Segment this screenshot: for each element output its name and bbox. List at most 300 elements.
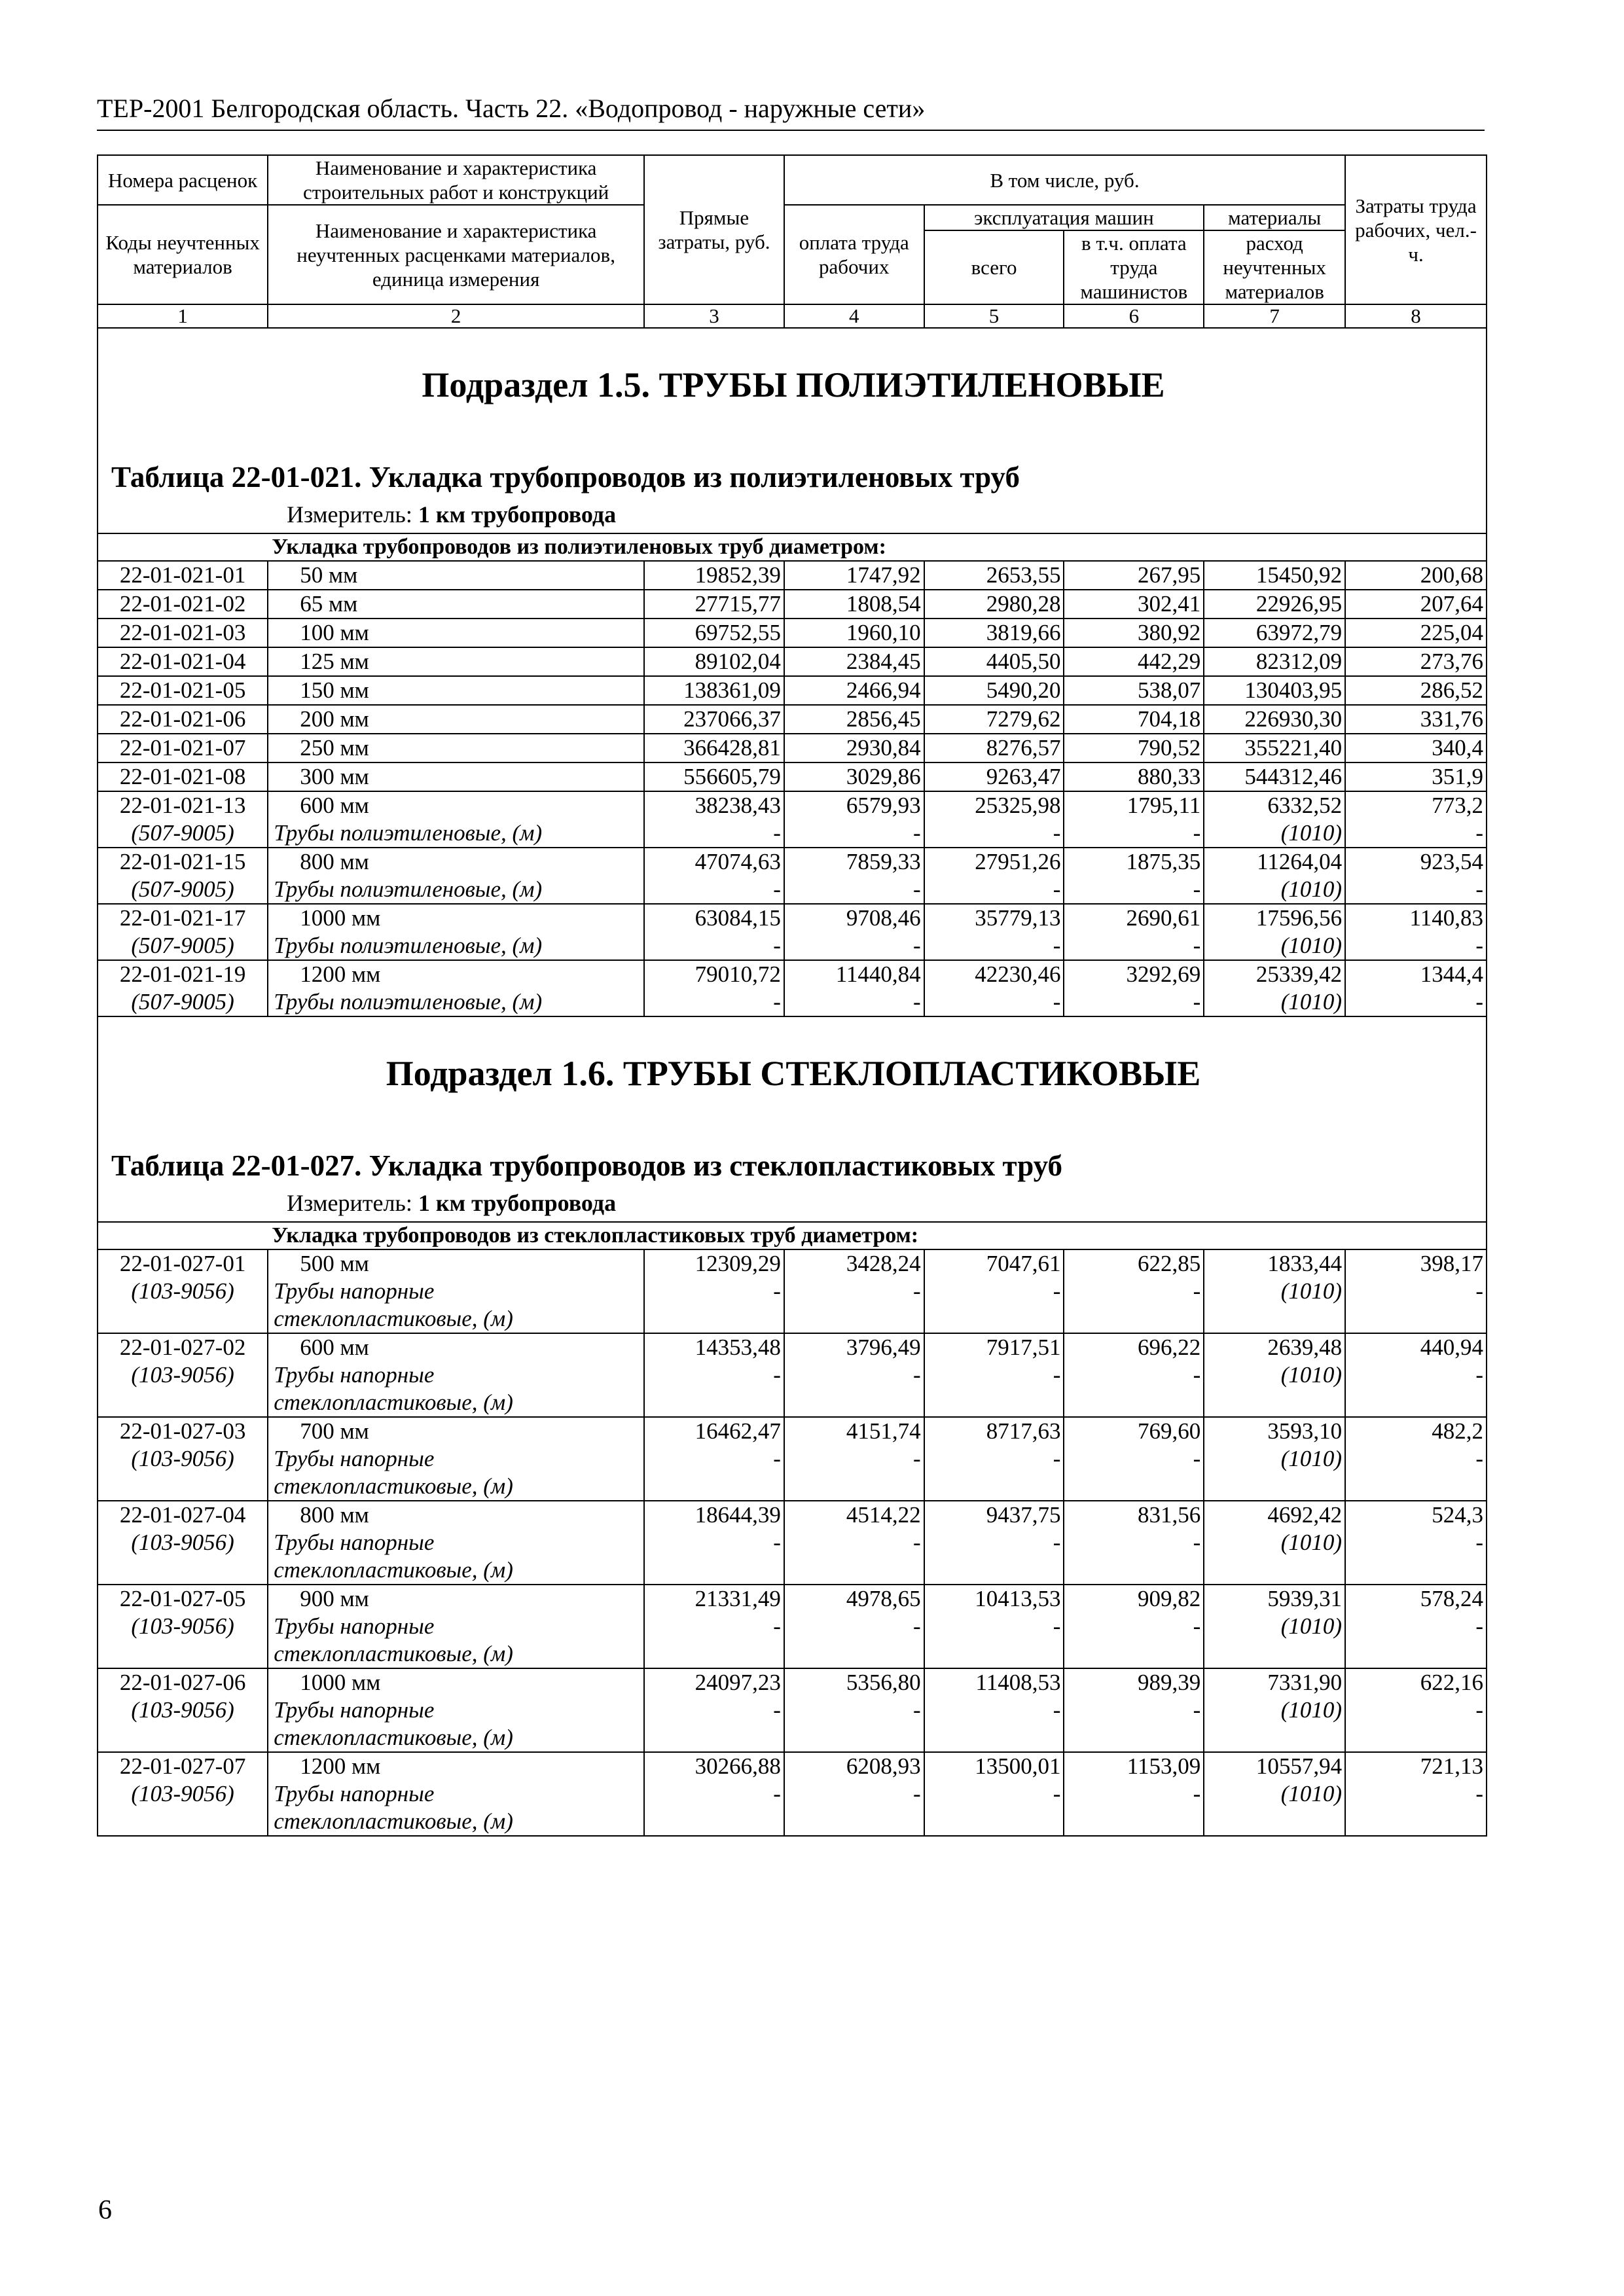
table-row (98, 676, 1487, 705)
material-code (98, 1473, 268, 1501)
material-value (924, 1724, 1064, 1752)
rate-code: 22-01-021-06 (98, 705, 268, 734)
group-spacer (98, 1222, 268, 1249)
value-cell: 1795,11 (1064, 791, 1204, 819)
material-value (1204, 1640, 1345, 1668)
material-value: (1010) (1204, 1613, 1345, 1640)
material-value: - (784, 1278, 924, 1305)
work-name: 500 мм (268, 1249, 644, 1278)
col8-header: Затраты труда рабочих, чел.-ч. (1345, 155, 1487, 304)
value-cell: 2690,61 (1064, 904, 1204, 932)
work-name: 300 мм (268, 762, 644, 791)
material-value: - (924, 1613, 1064, 1640)
material-value: - (1064, 1696, 1204, 1724)
column-number: 1 (98, 304, 268, 328)
material-code: (103-9056) (98, 1445, 268, 1473)
material-value: (1010) (1204, 988, 1345, 1016)
material-code: (103-9056) (98, 1613, 268, 1640)
value-cell: 24097,23 (644, 1668, 784, 1696)
value-cell: 12309,29 (644, 1249, 784, 1278)
material-value: - (644, 1361, 784, 1389)
value-cell: 538,07 (1064, 676, 1204, 705)
section-title: Подраздел 1.6. ТРУБЫ СТЕКЛОПЛАСТИКОВЫЕ (386, 1054, 1201, 1093)
value-cell: 721,13 (1345, 1752, 1487, 1780)
value-cell: 5939,31 (1204, 1585, 1345, 1613)
material-value (1345, 1305, 1487, 1333)
material-value: - (644, 1278, 784, 1305)
material-code: (103-9056) (98, 1780, 268, 1808)
material-value: (1010) (1204, 1780, 1345, 1808)
material-value (1204, 1305, 1345, 1333)
material-row (98, 1724, 1487, 1752)
material-value: - (644, 1529, 784, 1556)
group-spacer (98, 533, 268, 561)
col1-top-header: Номера расценок (98, 155, 268, 205)
material-row (98, 1640, 1487, 1668)
col4-header: оплата труда рабочих (784, 205, 924, 304)
value-cell: 138361,09 (644, 676, 784, 705)
rate-code: 22-01-021-02 (98, 590, 268, 619)
material-value (1064, 1305, 1204, 1333)
value-cell: 22926,95 (1204, 590, 1345, 619)
col3-header: Прямые затраты, руб. (644, 155, 784, 304)
value-cell: 25325,98 (924, 791, 1064, 819)
material-name: Трубы полиэтиленовые, (м) (268, 819, 644, 848)
value-cell: 27715,77 (644, 590, 784, 619)
col1-bottom-header: Коды неучтенных материалов (98, 205, 268, 304)
table-row (98, 1417, 1487, 1445)
value-cell: 11408,53 (924, 1668, 1064, 1696)
value-cell: 340,4 (1345, 734, 1487, 762)
value-cell: 89102,04 (644, 647, 784, 676)
value-cell: 773,2 (1345, 791, 1487, 819)
value-cell: 2980,28 (924, 590, 1064, 619)
table-row (98, 1333, 1487, 1361)
rate-code: 22-01-027-07 (98, 1752, 268, 1780)
value-cell: 6332,52 (1204, 791, 1345, 819)
value-cell: 5490,20 (924, 676, 1064, 705)
material-row (98, 932, 1487, 960)
material-value (644, 1473, 784, 1501)
value-cell: 207,64 (1345, 590, 1487, 619)
material-value: - (1064, 1780, 1204, 1808)
col2-bottom-header: Наименование и характеристика неучтенных расценками материалов, единица измерения (268, 205, 644, 304)
table-row (98, 960, 1487, 988)
material-value (1204, 1808, 1345, 1836)
value-cell: 130403,95 (1204, 676, 1345, 705)
rate-code: 22-01-021-15 (98, 848, 268, 876)
rate-code: 22-01-021-08 (98, 762, 268, 791)
material-value: - (1345, 1529, 1487, 1556)
value-cell: 79010,72 (644, 960, 784, 988)
material-value: - (1345, 932, 1487, 960)
work-name: 100 мм (268, 619, 644, 647)
material-value (1345, 1640, 1487, 1668)
value-cell: 18644,39 (644, 1501, 784, 1529)
material-value: - (1064, 932, 1204, 960)
value-cell: 3593,10 (1204, 1417, 1345, 1445)
value-cell: 3819,66 (924, 619, 1064, 647)
value-cell: 19852,39 (644, 561, 784, 590)
rate-code: 22-01-021-04 (98, 647, 268, 676)
value-cell: 4405,50 (924, 647, 1064, 676)
material-value (924, 1473, 1064, 1501)
column-number: 5 (924, 304, 1064, 328)
section-heading-row (98, 1016, 1487, 1222)
table-row (98, 1752, 1487, 1780)
rate-code: 22-01-021-19 (98, 960, 268, 988)
value-cell: 5356,80 (784, 1668, 924, 1696)
section-title: Подраздел 1.5. ТРУБЫ ПОЛИЭТИЛЕНОВЫЕ (422, 365, 1165, 404)
value-cell: 1153,09 (1064, 1752, 1204, 1780)
value-cell: 331,76 (1345, 705, 1487, 734)
material-value: - (784, 932, 924, 960)
material-name: Трубы напорные (268, 1696, 644, 1724)
value-cell: 9263,47 (924, 762, 1064, 791)
material-value: - (924, 1529, 1064, 1556)
material-value: - (644, 1696, 784, 1724)
rate-code: 22-01-021-07 (98, 734, 268, 762)
material-name: Трубы полиэтиленовые, (м) (268, 876, 644, 904)
section-heading-cell (98, 328, 1487, 533)
material-name: Трубы полиэтиленовые, (м) (268, 988, 644, 1016)
material-code (98, 1556, 268, 1585)
value-cell: 2653,55 (924, 561, 1064, 590)
work-name: 65 мм (268, 590, 644, 619)
value-cell: 351,9 (1345, 762, 1487, 791)
value-cell: 2930,84 (784, 734, 924, 762)
value-cell: 15450,92 (1204, 561, 1345, 590)
rate-code: 22-01-027-02 (98, 1333, 268, 1361)
material-value: - (644, 876, 784, 904)
material-value: - (784, 1696, 924, 1724)
material-value (1064, 1640, 1204, 1668)
material-code: (103-9056) (98, 1361, 268, 1389)
material-value: - (1345, 988, 1487, 1016)
meter-value: 1 км трубопровода (418, 501, 617, 528)
work-name: 800 мм (268, 1501, 644, 1529)
material-code: (507-9005) (98, 876, 268, 904)
value-cell: 200,68 (1345, 561, 1487, 590)
table-row (98, 705, 1487, 734)
material-value (1204, 1473, 1345, 1501)
material-name: Трубы напорные (268, 1780, 644, 1808)
material-code: (103-9056) (98, 1696, 268, 1724)
table-body (98, 328, 1487, 1836)
value-cell: 355221,40 (1204, 734, 1345, 762)
material-value: - (1064, 1361, 1204, 1389)
material-value: - (784, 1613, 924, 1640)
material-value (644, 1808, 784, 1836)
rate-code: 22-01-027-04 (98, 1501, 268, 1529)
material-row (98, 1529, 1487, 1556)
material-value (1204, 1556, 1345, 1585)
value-cell: 2639,48 (1204, 1333, 1345, 1361)
table-title: Таблица 22-01-021. Укладка трубопроводов из полиэтиленовых труб (111, 461, 1020, 493)
value-cell: 622,16 (1345, 1668, 1487, 1696)
material-name: стеклопластиковые, (м) (268, 1389, 644, 1417)
document-body (97, 154, 1487, 1837)
value-cell: 3292,69 (1064, 960, 1204, 988)
material-value: - (784, 1529, 924, 1556)
value-cell: 11264,04 (1204, 848, 1345, 876)
material-value (1204, 1389, 1345, 1417)
material-value: - (784, 988, 924, 1016)
table-row (98, 762, 1487, 791)
material-value: - (644, 932, 784, 960)
value-cell: 1140,83 (1345, 904, 1487, 932)
material-value: - (924, 1278, 1064, 1305)
value-cell: 7859,33 (784, 848, 924, 876)
material-value: - (1064, 1529, 1204, 1556)
material-value: (1010) (1204, 1445, 1345, 1473)
work-name: 1200 мм (268, 960, 644, 988)
material-name: стеклопластиковые, (м) (268, 1305, 644, 1333)
value-cell: 21331,49 (644, 1585, 784, 1613)
value-cell: 556605,79 (644, 762, 784, 791)
table-row (98, 647, 1487, 676)
value-cell: 237066,37 (644, 705, 784, 734)
column-number: 8 (1345, 304, 1487, 328)
material-value: - (644, 1780, 784, 1808)
value-cell: 3029,86 (784, 762, 924, 791)
value-cell: 769,60 (1064, 1417, 1204, 1445)
value-cell: 10557,94 (1204, 1752, 1345, 1780)
material-value: - (924, 1445, 1064, 1473)
material-code (98, 1305, 268, 1333)
material-value: - (1345, 1361, 1487, 1389)
meter-label: Измеритель: (287, 501, 412, 528)
value-cell: 4692,42 (1204, 1501, 1345, 1529)
section-heading-row (98, 328, 1487, 533)
value-cell: 6579,93 (784, 791, 924, 819)
meter-label: Измеритель: (287, 1190, 412, 1216)
material-row (98, 1556, 1487, 1585)
column-numbers-row (98, 304, 1487, 328)
material-code: (507-9005) (98, 932, 268, 960)
value-cell: 14353,48 (644, 1333, 784, 1361)
col5-header: всего (924, 230, 1064, 304)
rate-code: 22-01-021-03 (98, 619, 268, 647)
material-value: - (1064, 988, 1204, 1016)
material-row (98, 1445, 1487, 1473)
value-cell: 13500,01 (924, 1752, 1064, 1780)
value-cell: 578,24 (1345, 1585, 1487, 1613)
table-title: Таблица 22-01-027. Укладка трубопроводов из стеклопластиковых труб (111, 1149, 1063, 1182)
work-name: 200 мм (268, 705, 644, 734)
value-cell: 622,85 (1064, 1249, 1204, 1278)
material-value: - (924, 1361, 1064, 1389)
material-name: Трубы напорные (268, 1278, 644, 1305)
value-cell: 286,52 (1345, 676, 1487, 705)
material-value (924, 1640, 1064, 1668)
table-row (98, 590, 1487, 619)
section-heading-cell (98, 1016, 1487, 1222)
value-cell: 4514,22 (784, 1501, 924, 1529)
material-value: - (644, 1613, 784, 1640)
material-value: - (924, 1696, 1064, 1724)
value-cell: 1960,10 (784, 619, 924, 647)
column-number: 3 (644, 304, 784, 328)
material-value (784, 1640, 924, 1668)
material-value: - (1064, 1445, 1204, 1473)
value-cell: 273,76 (1345, 647, 1487, 676)
work-name: 900 мм (268, 1585, 644, 1613)
material-name: Трубы напорные (268, 1529, 644, 1556)
value-cell: 2856,45 (784, 705, 924, 734)
material-row (98, 1361, 1487, 1389)
value-cell: 989,39 (1064, 1668, 1204, 1696)
material-value: - (924, 988, 1064, 1016)
material-value: - (644, 1445, 784, 1473)
table-row (98, 1501, 1487, 1529)
column-number: 7 (1204, 304, 1345, 328)
material-value (644, 1389, 784, 1417)
material-row (98, 1278, 1487, 1305)
meter-line (111, 1189, 1475, 1217)
material-value (924, 1556, 1064, 1585)
group-row (98, 533, 1487, 561)
value-cell: 9708,46 (784, 904, 924, 932)
rate-code: 22-01-021-13 (98, 791, 268, 819)
material-value (644, 1724, 784, 1752)
value-cell: 63084,15 (644, 904, 784, 932)
work-name: 250 мм (268, 734, 644, 762)
value-cell: 1747,92 (784, 561, 924, 590)
table-row (98, 791, 1487, 819)
table-row (98, 904, 1487, 932)
machines-header: эксплуатация машин (924, 205, 1204, 230)
material-value: (1010) (1204, 1361, 1345, 1389)
work-name: 1200 мм (268, 1752, 644, 1780)
material-row (98, 1305, 1487, 1333)
value-cell: 10413,53 (924, 1585, 1064, 1613)
material-value (644, 1640, 784, 1668)
material-name: стеклопластиковые, (м) (268, 1473, 644, 1501)
group-caption: Укладка трубопроводов из полиэтиленовых труб диаметром: (268, 533, 1487, 561)
material-row (98, 1613, 1487, 1640)
column-number: 4 (784, 304, 924, 328)
table-head (98, 155, 1487, 328)
value-cell: 831,56 (1064, 1501, 1204, 1529)
material-name: Трубы напорные (268, 1613, 644, 1640)
including-header: В том числе, руб. (784, 155, 1345, 205)
value-cell: 696,22 (1064, 1333, 1204, 1361)
value-cell: 9437,75 (924, 1501, 1064, 1529)
material-name: стеклопластиковые, (м) (268, 1556, 644, 1585)
section-heading (98, 329, 1486, 533)
table-row (98, 619, 1487, 647)
material-value (644, 1556, 784, 1585)
work-name: 125 мм (268, 647, 644, 676)
material-value: (1010) (1204, 819, 1345, 848)
material-value (924, 1305, 1064, 1333)
material-value (784, 1305, 924, 1333)
material-name: Трубы напорные (268, 1361, 644, 1389)
table-row (98, 848, 1487, 876)
material-row (98, 876, 1487, 904)
value-cell: 1833,44 (1204, 1249, 1345, 1278)
value-cell: 482,2 (1345, 1417, 1487, 1445)
material-code (98, 1724, 268, 1752)
value-cell: 2466,94 (784, 676, 924, 705)
material-row (98, 988, 1487, 1016)
material-name: стеклопластиковые, (м) (268, 1724, 644, 1752)
material-value (784, 1389, 924, 1417)
value-cell: 398,17 (1345, 1249, 1487, 1278)
material-value (1064, 1724, 1204, 1752)
material-value: - (1345, 819, 1487, 848)
material-name: стеклопластиковые, (м) (268, 1640, 644, 1668)
column-number: 2 (268, 304, 644, 328)
value-cell: 8717,63 (924, 1417, 1064, 1445)
material-value: - (784, 876, 924, 904)
column-number: 6 (1064, 304, 1204, 328)
material-value (784, 1556, 924, 1585)
col7-header: расход неучтенных материалов (1204, 230, 1345, 304)
material-value: - (1345, 1445, 1487, 1473)
material-code: (507-9005) (98, 819, 268, 848)
material-value: - (1345, 1696, 1487, 1724)
material-value (924, 1389, 1064, 1417)
table-row (98, 1668, 1487, 1696)
material-value: (1010) (1204, 1696, 1345, 1724)
material-code (98, 1640, 268, 1668)
value-cell: 1808,54 (784, 590, 924, 619)
work-name: 600 мм (268, 1333, 644, 1361)
value-cell: 11440,84 (784, 960, 924, 988)
rates-table (97, 154, 1487, 1837)
material-name: стеклопластиковые, (м) (268, 1808, 644, 1836)
materials-header: материалы (1204, 205, 1345, 230)
work-name: 700 мм (268, 1417, 644, 1445)
material-value: (1010) (1204, 876, 1345, 904)
material-name: Трубы полиэтиленовые, (м) (268, 932, 644, 960)
material-value (644, 1305, 784, 1333)
value-cell: 69752,55 (644, 619, 784, 647)
value-cell: 47074,63 (644, 848, 784, 876)
material-value: - (924, 1780, 1064, 1808)
rate-code: 22-01-027-03 (98, 1417, 268, 1445)
value-cell: 302,41 (1064, 590, 1204, 619)
running-header: ТЕР-2001 Белгородская область. Часть 22. «Водопровод - наружные сети» (97, 93, 1485, 131)
material-value: - (784, 1361, 924, 1389)
value-cell: 4978,65 (784, 1585, 924, 1613)
material-code: (103-9056) (98, 1278, 268, 1305)
value-cell: 1344,4 (1345, 960, 1487, 988)
value-cell: 2384,45 (784, 647, 924, 676)
material-value: - (644, 988, 784, 1016)
col6-header: в т.ч. оплата труда машинистов (1064, 230, 1204, 304)
value-cell: 1875,35 (1064, 848, 1204, 876)
rate-code: 22-01-021-01 (98, 561, 268, 590)
material-value (1204, 1724, 1345, 1752)
rate-code: 22-01-027-01 (98, 1249, 268, 1278)
value-cell: 440,94 (1345, 1333, 1487, 1361)
value-cell: 63972,79 (1204, 619, 1345, 647)
material-row (98, 1473, 1487, 1501)
material-value: - (1345, 1278, 1487, 1305)
value-cell: 17596,56 (1204, 904, 1345, 932)
group-row (98, 1222, 1487, 1249)
material-value: - (784, 1780, 924, 1808)
material-row (98, 1389, 1487, 1417)
material-value: - (1064, 1613, 1204, 1640)
value-cell: 380,92 (1064, 619, 1204, 647)
rate-code: 22-01-027-05 (98, 1585, 268, 1613)
value-cell: 25339,42 (1204, 960, 1345, 988)
work-name: 1000 мм (268, 1668, 644, 1696)
